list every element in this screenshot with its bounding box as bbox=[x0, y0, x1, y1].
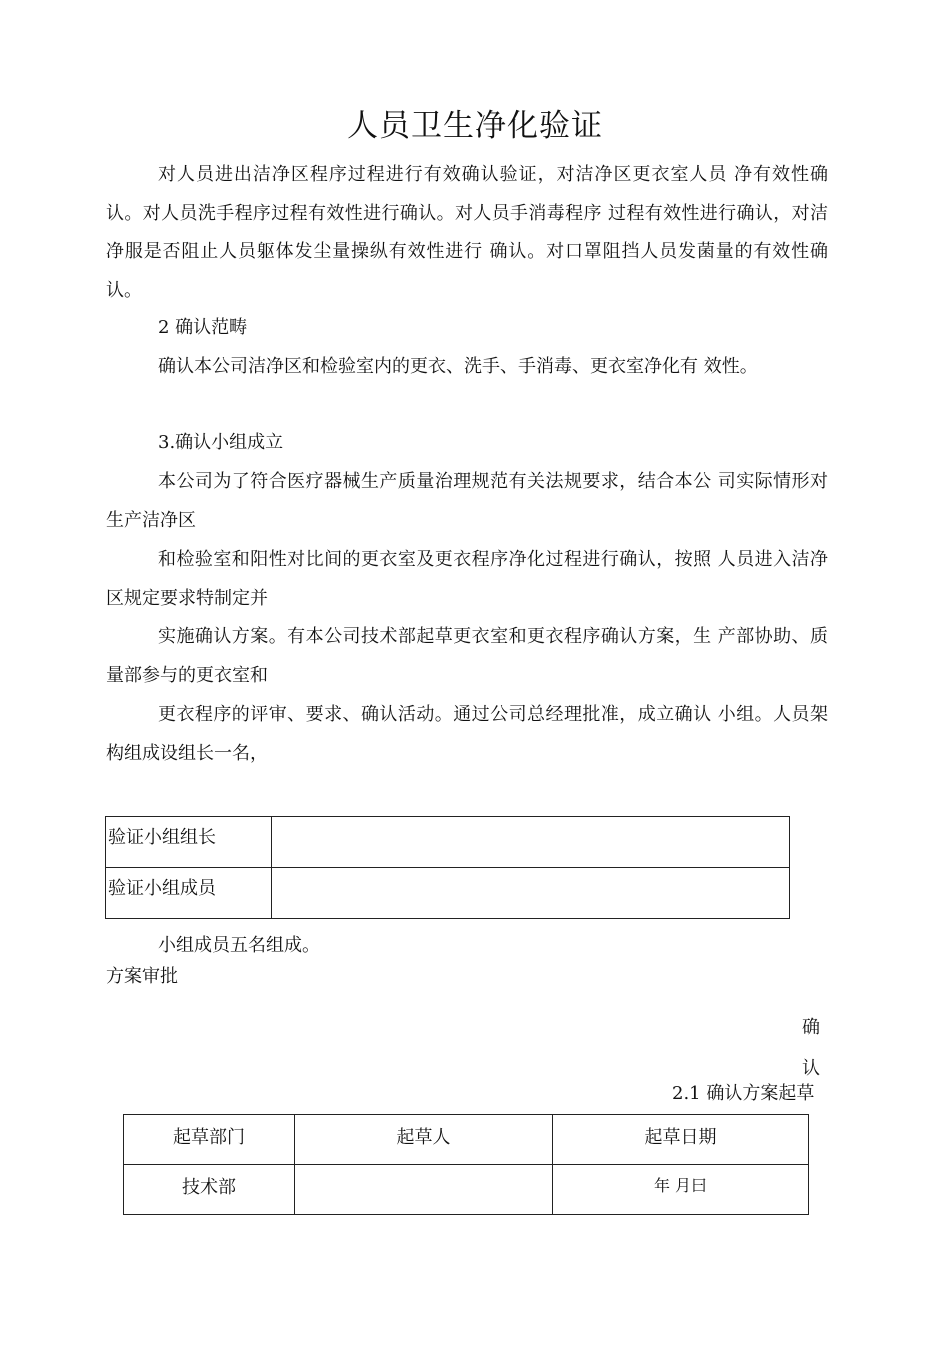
team-members-value bbox=[272, 868, 790, 919]
draft-table bbox=[123, 1114, 809, 1215]
header-cell-date: 起草日期 bbox=[553, 1115, 809, 1165]
team-paragraph-4: 更衣程序的评审、要求、确认活动。通过公司总经理批准，成立确认 小组。人员架构组成设组长一名， bbox=[106, 704, 828, 764]
cell-drafter bbox=[295, 1165, 553, 1215]
approval-label: 方案审批 bbox=[106, 966, 178, 987]
cell-dept: 技术部 bbox=[124, 1165, 295, 1215]
section-heading-scope: 2 确认范畴 bbox=[158, 317, 248, 338]
team-paragraph-2: 和检验室和阳性对比间的更衣室及更衣程序净化过程进行确认，按照 人员进入洁净区规定要求特制定并 bbox=[106, 549, 828, 609]
page-title: 人员卫生净化验证 bbox=[347, 108, 603, 144]
table-row bbox=[124, 1115, 809, 1165]
side-char-2: 认 bbox=[802, 1058, 820, 1079]
team-paragraph-1: 本公司为了符合医疗器械生产质量治理规范有关法规要求，结合本公 司实际情形对生产洁净区 bbox=[106, 471, 828, 531]
cell-date: 年 月曰 bbox=[553, 1165, 809, 1215]
team-paragraph-3: 实施确认方案。有本公司技术部起草更衣室和更衣程序确认方案，生 产部协助、质量部参与的更衣室和 bbox=[106, 626, 828, 686]
side-char-1: 确 bbox=[802, 1017, 820, 1038]
table-row bbox=[106, 868, 790, 919]
section-heading-team: 3.确认小组成立 bbox=[158, 432, 284, 453]
table-row bbox=[124, 1165, 809, 1215]
intro-paragraph: 对人员进出洁净区程序过程进行有效确认验证，对洁净区更衣室人员 净有效性确认。对人员洗手程序过程有效性进行确认。对人员手消毒程序 过程有效性进行确认，对洁净服是否阻止人员躯体发尘量操纵有效性进行 确认。对口罩阻挡人员发菌量的有效性确认。 bbox=[106, 164, 828, 301]
team-table bbox=[105, 816, 790, 919]
header-cell-drafter: 起草人 bbox=[295, 1115, 553, 1165]
team-members-label: 验证小组成员 bbox=[106, 868, 272, 919]
table-row bbox=[106, 817, 790, 868]
team-size-note: 小组成员五名组成。 bbox=[158, 935, 320, 956]
team-leader-value bbox=[272, 817, 790, 868]
scope-paragraph: 确认本公司洁净区和检验室内的更衣、洗手、手消毒、更衣室净化有 效性。 bbox=[158, 356, 758, 377]
team-leader-label: 验证小组组长 bbox=[106, 817, 272, 868]
section-heading-draft: 2.1 确认方案起草 bbox=[672, 1083, 815, 1104]
header-cell-dept: 起草部门 bbox=[124, 1115, 295, 1165]
